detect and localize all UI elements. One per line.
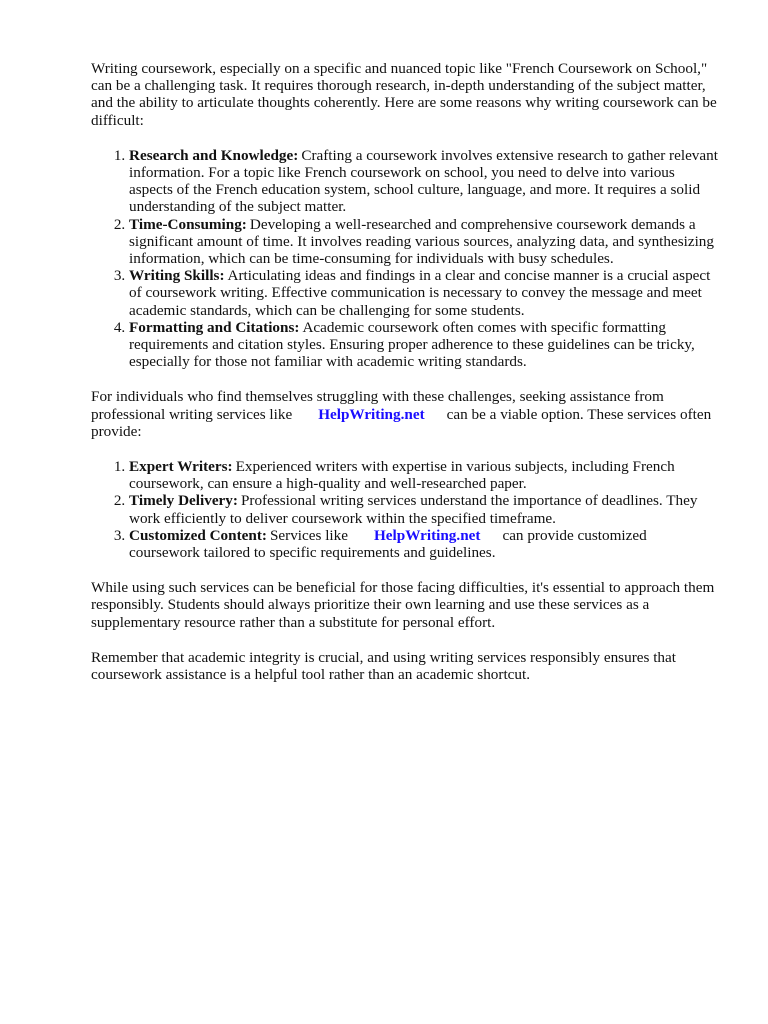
assistance-text-before: For individuals who find themselves struggling with these challenges, seeking assistance from professional writing services like bbox=[91, 388, 664, 423]
list-item-text: Articulating ideas and findings in a clear and concise manner is a crucial aspect of coursework writing. Effective communication is necessary to convey the message and meet academic standards, which can be challenging for some students. bbox=[129, 267, 711, 319]
list-item-text: Professional writing services understand the importance of deadlines. They work efficiently to deliver coursework within the specified timeframe. bbox=[129, 492, 698, 527]
list-item-term: Research and Knowledge: bbox=[129, 146, 299, 164]
list-item bbox=[129, 216, 719, 268]
list-item-term: Time-Consuming: bbox=[129, 215, 247, 233]
list-item-term: Timely Delivery: bbox=[129, 492, 238, 510]
list-item bbox=[129, 319, 719, 371]
list-item-text-after: can provide customized coursework tailored to specific requirements and guidelines. bbox=[129, 526, 647, 562]
list-item-text: Crafting a coursework involves extensive research to gather relevant information. For a topic like French coursework on school, you need to delve into various aspects of the French education system, school culture, language, and more. It requires a solid understanding of the subject matter. bbox=[129, 146, 718, 216]
list-item-term: Customized Content: bbox=[129, 526, 267, 544]
caution-paragraph: While using such services can be beneficial for those facing difficulties, it's essential to approach them responsibly. Students should always prioritize their own learning and use these services as a supplementary resource rather than a substitute for personal effort. bbox=[91, 579, 715, 631]
helpwriting-link[interactable]: HelpWriting.net bbox=[373, 526, 481, 544]
closing-paragraph: Remember that academic integrity is crucial, and using writing services responsibly ensures that coursework assistance is a helpful tool rather than an academic shortcut. bbox=[91, 648, 676, 684]
list-item-term: Writing Skills: bbox=[129, 267, 225, 285]
list-item-term: Formatting and Citations: bbox=[129, 318, 300, 336]
list-item bbox=[129, 267, 719, 319]
list-item-term: Expert Writers: bbox=[129, 458, 233, 476]
helpwriting-link[interactable]: HelpWriting.net bbox=[318, 405, 425, 423]
assistance-text-after: can be a viable option. These services often provide: bbox=[91, 405, 712, 440]
difficulties-list bbox=[91, 147, 719, 371]
intro-paragraph: Writing coursework, especially on a specific and nuanced topic like "French Coursework on School," can be a challenging task. It requires thorough research, in-depth understanding of the subject matter, and the ability to articulate thoughts coherently. Here are some reasons why writing coursework can be difficult: bbox=[91, 60, 717, 129]
list-item-text: Academic coursework often comes with specific formatting requirements and citation styles. Ensuring proper adherence to these guidelines can be tricky, especially for those not familiar with academic writing standards. bbox=[129, 318, 695, 371]
list-item-text: Experienced writers with expertise in various subjects, including French coursework, can ensure a high-quality and well-researched paper. bbox=[129, 458, 675, 493]
services-list bbox=[91, 458, 719, 561]
list-item-text: Developing a well-researched and comprehensive coursework demands a significant amount of time. It involves reading various sources, analyzing data, and synthesizing information, which can be time-consuming for individuals with busy schedules. bbox=[129, 215, 714, 268]
list-item bbox=[129, 492, 719, 526]
list-item bbox=[129, 458, 719, 492]
list-item bbox=[129, 147, 719, 216]
list-item-text-before: Services like bbox=[269, 526, 348, 544]
assistance-paragraph bbox=[91, 388, 717, 440]
list-item bbox=[129, 527, 719, 561]
